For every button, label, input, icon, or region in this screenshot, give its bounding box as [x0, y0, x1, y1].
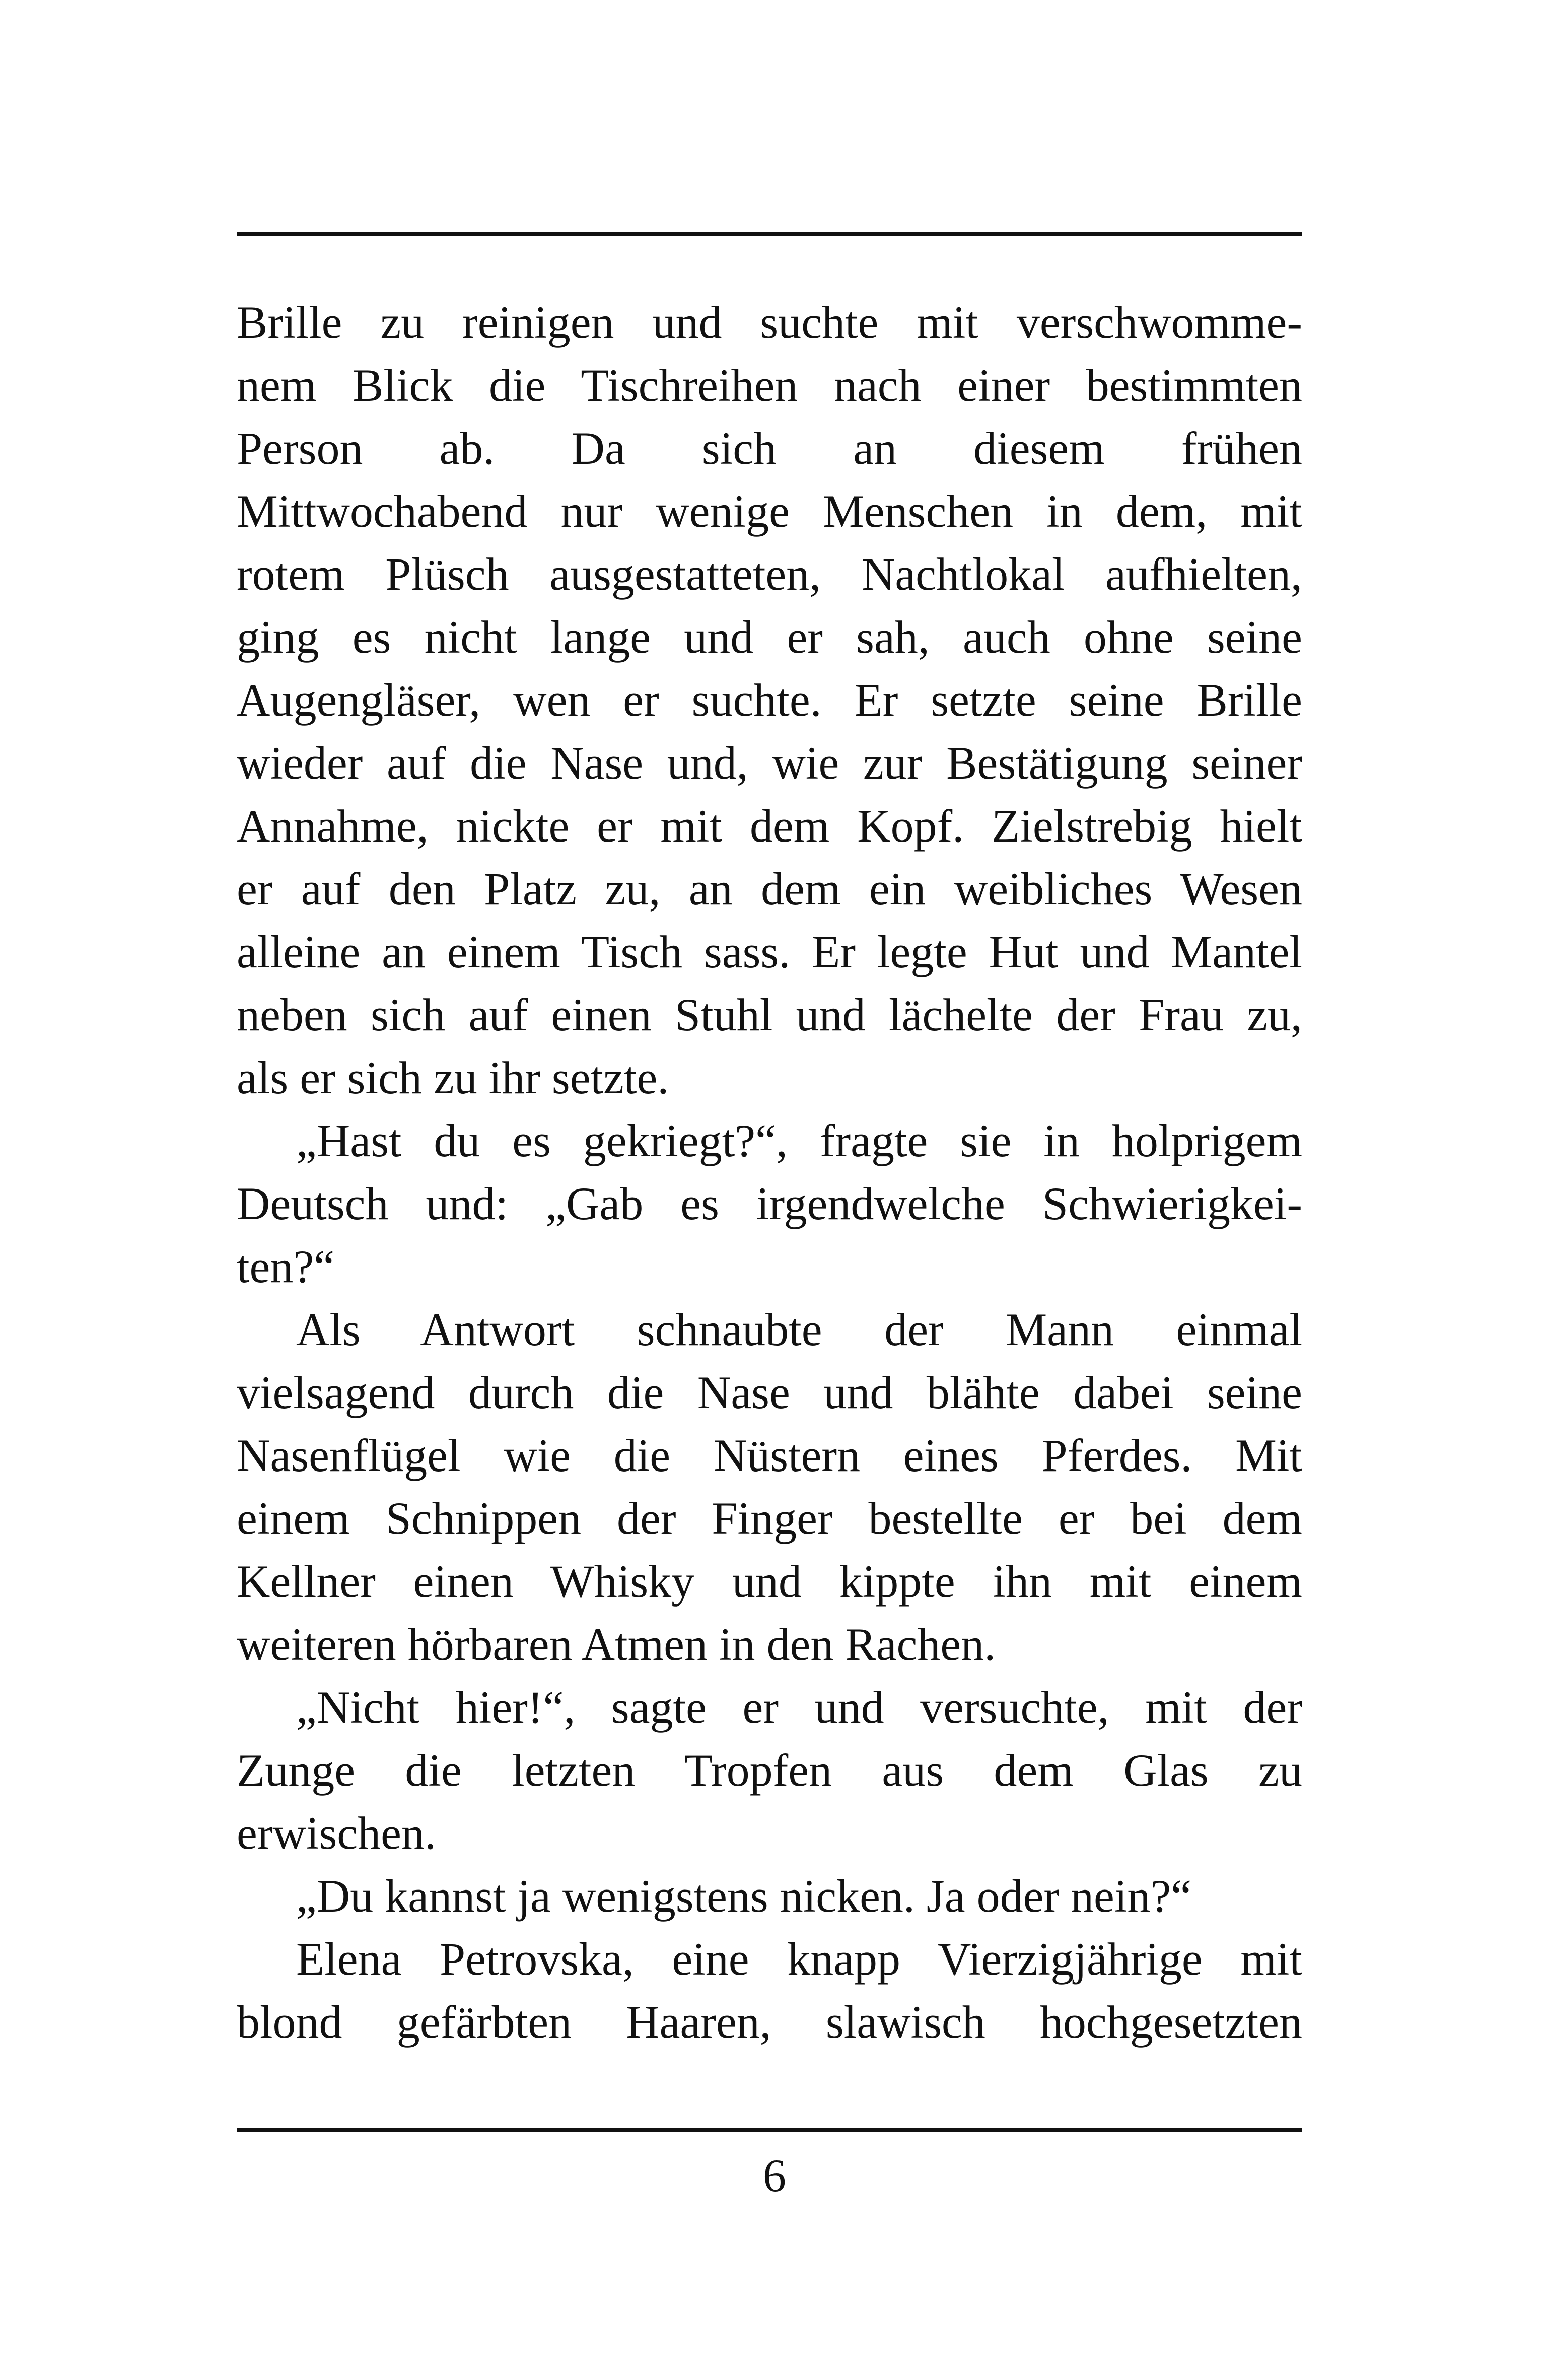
text-line: wieder auf die Nase und, wie zur Bestätigung seiner — [237, 737, 1302, 789]
text-line: vielsagend durch die Nase und blähte dabei seine — [237, 1367, 1302, 1418]
text-line: Augengläser, wen er suchte. Er setzte seine Brille — [237, 674, 1302, 726]
page-number: 6 — [763, 2150, 786, 2201]
top-rule — [237, 232, 1302, 236]
text-line: erwischen. — [237, 1807, 436, 1859]
text-line: Person ab. Da sich an diesem frühen — [237, 423, 1302, 474]
text-line: Deutsch und: „Gab es irgendwelche Schwierigkei- — [237, 1178, 1302, 1229]
text-line: „Hast du es gekriegt?“, fragte sie in holprigem — [296, 1115, 1302, 1166]
text-line: „Du kannst ja wenigstens nicken. Ja oder nein?“ — [296, 1870, 1192, 1922]
text-line: ten?“ — [237, 1241, 335, 1292]
body-text — [237, 291, 1302, 2054]
text-line: Als Antwort schnaubte der Mann einmal — [296, 1304, 1302, 1355]
text-line: er auf den Platz zu, an dem ein weibliches Wesen — [237, 863, 1302, 915]
text-line: rotem Plüsch ausgestatteten, Nachtlokal aufhielten, — [237, 548, 1302, 600]
text-line: neben sich auf einen Stuhl und lächelte der Frau zu, — [237, 989, 1302, 1040]
text-line: Mittwochabend nur wenige Menschen in dem, mit — [237, 485, 1302, 537]
text-line: Annahme, nickte er mit dem Kopf. Zielstrebig hielt — [237, 800, 1302, 852]
text-line: blond gefärbten Haaren, slawisch hochgesetzten — [237, 1996, 1302, 2048]
text-line: Brille zu reinigen und suchte mit verschwomme- — [237, 297, 1302, 348]
text-line: weiteren hörbaren Atmen in den Rachen. — [237, 1619, 996, 1670]
text-line: als er sich zu ihr setzte. — [237, 1052, 669, 1103]
text-line: Elena Petrovska, eine knapp Vierzigjährige mit — [296, 1933, 1302, 1985]
bottom-rule — [237, 2128, 1302, 2132]
text-line: nem Blick die Tischreihen nach einer bestimmten — [237, 360, 1302, 411]
text-line: alleine an einem Tisch sass. Er legte Hut und Mantel — [237, 926, 1302, 977]
text-line: Kellner einen Whisky und kippte ihn mit einem — [237, 1556, 1302, 1607]
text-line: einem Schnippen der Finger bestellte er bei dem — [237, 1493, 1302, 1544]
text-line: ging es nicht lange und er sah, auch ohne seine — [237, 611, 1302, 663]
text-line: „Nicht hier!“, sagte er und versuchte, mit der — [296, 1682, 1302, 1733]
text-line: Zunge die letzten Tropfen aus dem Glas zu — [237, 1744, 1302, 1796]
text-line: Nasenflügel wie die Nüstern eines Pferdes. Mit — [237, 1430, 1302, 1481]
